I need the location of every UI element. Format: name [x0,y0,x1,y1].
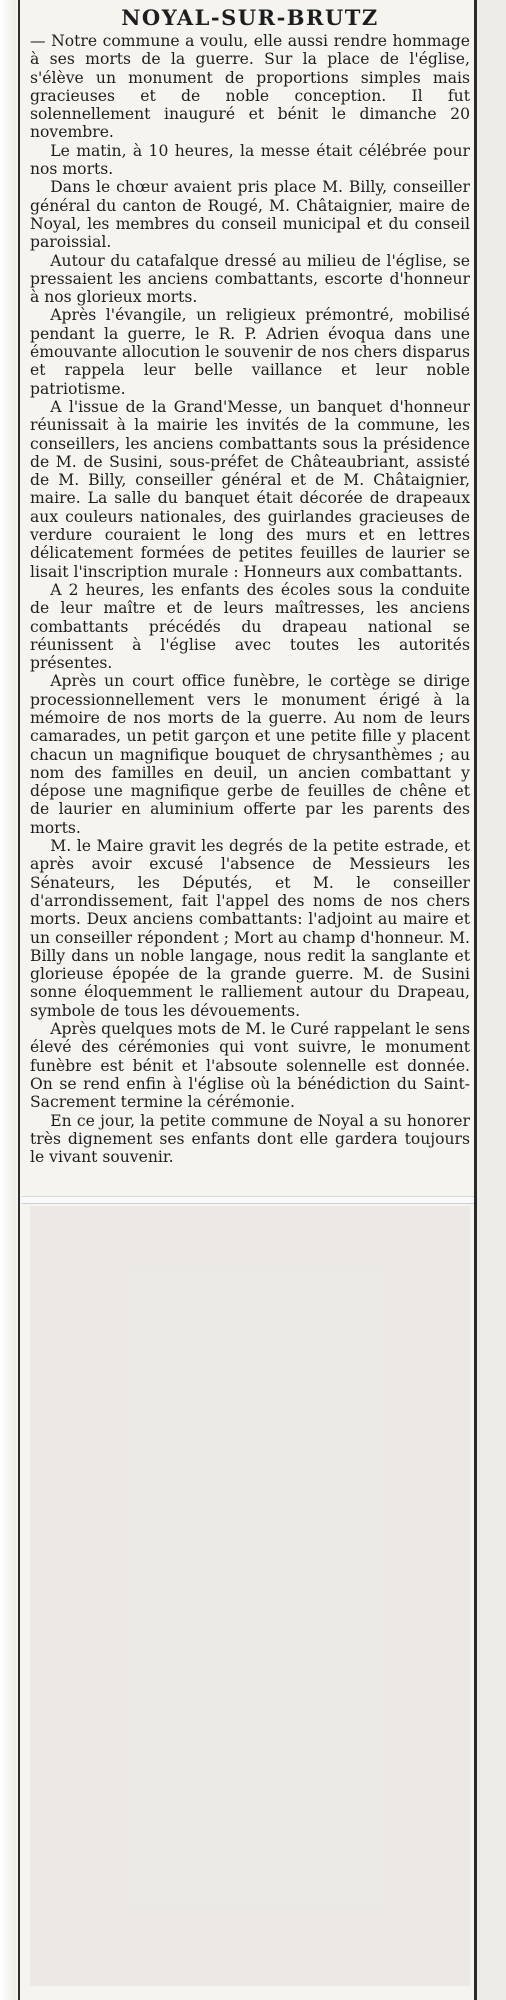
article-paragraph: Le matin, à 10 heures, la messe était célébrée pour nos morts. [30,141,470,179]
article-paragraph: En ce jour, la petite commune de Noyal a su honorer très dignement ses enfants dont elle gardera toujours le vivant souvenir. [30,1111,470,1167]
article-paragraph: Autour du catafalque dressé au milieu de l'église, se pressaient les anciens combattants, escorte d'honneur à nos glorieux morts. [30,251,470,307]
paper-margin-right [477,0,506,2000]
article-paragraph: Après l'évangile, un religieux prémontré, mobilisé pendant la guerre, le R. P. Adrien évoqua dans une émouvante allocution le souvenir de nos chers disparus et rappela leur belle vaillance et leur noble patriotisme. [30,306,470,398]
column-rule-left [18,0,20,2000]
article-paragraph: Dans le chœur avaient pris place M. Billy, conseiller général du canton de Rougé, M. Châtaignier, maire de Noyal, les membres du conseil municipal et du conseil paroissial. [30,178,470,252]
article-title: NOYAL-SUR-BRUTZ [121,5,379,30]
article-column [30,4,470,1166]
paper-margin-left [0,0,16,2000]
clipping-second-segment [30,1206,470,1986]
clipping-join-line [22,1196,474,1204]
article-paragraph: A 2 heures, les enfants des écoles sous la conduite de leur maître et de leurs maîtresses, les anciens combattants précédés du drapeau national se réunissent à l'église avec toutes les autorités présentes. [30,580,470,673]
article-paragraph: Après un court office funèbre, le cortège se dirige processionnellement vers le monument érigé à la mémoire de nos morts de la guerre. Au nom de leurs camarades, un petit garçon et une petite fille y placent chacun un magnifique bouquet de chrysanthèmes ; au nom des familles en deuil, un ancien combattant y dépose une magnifique gerbe de feuilles de chêne et de laurier en aluminium offerte par les parents des morts. [30,672,470,837]
article-paragraph: M. le Maire gravit les degrés de la petite estrade, et après avoir excusé l'absence de Messieurs les Sénateurs, les Députés, et M. le conseiller d'arrondissement, fait l'appel des noms de nos chers morts. Deux anciens combattants: l'adjoint au maire et un conseiller répondent ; Mort au champ d'honneur. M. Billy dans un noble langage, nous redit la sanglante et glorieuse épopée de la grande guerre. M. de Susini sonne éloquemment le ralliement autour du Drapeau, symbole de tous les dévouements. [30,837,470,1020]
article-paragraph: — Notre commune a voulu, elle aussi rendre hommage à ses morts de la guerre. Sur la place de l'église, s'élève un monument de proportions simples mais gracieuses et de noble conception. Il fut solennellement inauguré et bénit le dimanche 20 novembre. [30,32,470,142]
article-paragraph: Après quelques mots de M. le Curé rappelant le sens élevé des cérémonies qui vont suivre, le monument funèbre est bénit et l'absoute solennelle est donnée. On se rend enfin à l'église où la bénédiction du Saint-Sacrement termine la cérémonie. [30,1020,470,1112]
article-paragraph: A l'issue de la Grand'Messe, un banquet d'honneur réunissait à la mairie les invités de la commune, les conseillers, les anciens combattants sous la présidence de M. de Susini, sous-préfet de Châteaubriant, assisté de M. Billy, conseiller général et de M. Châtaignier, maire. La salle du banquet était décorée de drapeaux aux couleurs nationales, des guirlandes gracieuses de verdure couraient le long des murs et en lettres délicatement formées de petites feuilles de laurier se lisait l'inscription murale : Honneurs aux combattants. [30,397,470,581]
